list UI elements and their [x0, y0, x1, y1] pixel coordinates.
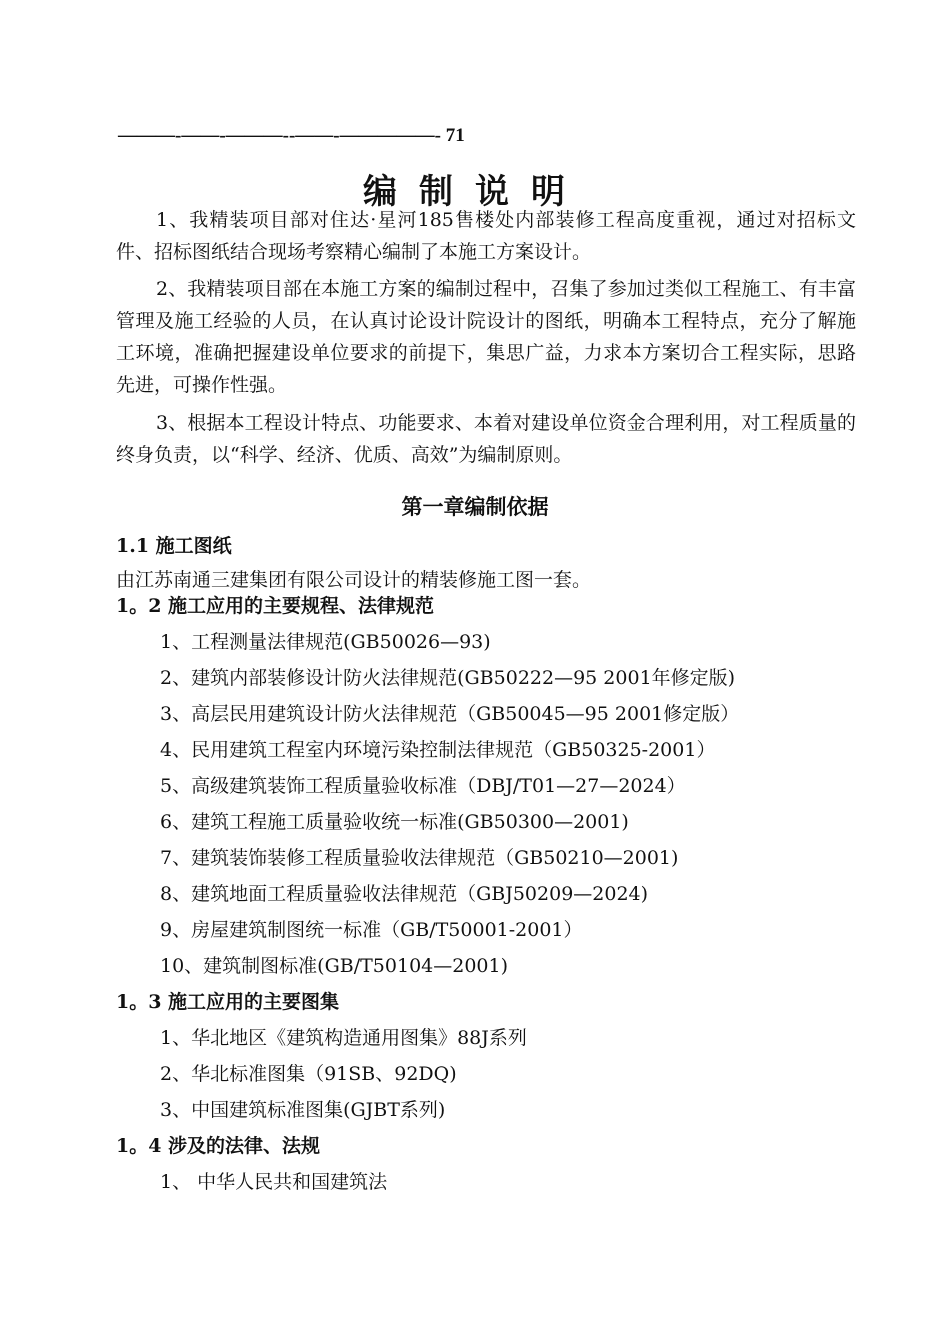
section-heading-1-3: 1。3 施工应用的主要图集 [116, 991, 340, 1013]
list-item: 2、华北标准图集（91SB、92DQ) [160, 1063, 457, 1085]
list-item: 10、建筑制图标准(GB/T50104—2001) [160, 955, 509, 977]
section-heading-1-2: 1。2 施工应用的主要规程、法律规范 [116, 595, 435, 617]
list-item: 3、中国建筑标准图集(GJBT系列) [160, 1099, 446, 1121]
list-item: 9、房屋建筑制图统一标准（GB/T50001-2001） [160, 919, 583, 941]
chapter-title: 第一章编制依据 [401, 494, 549, 519]
list-item: 1、华北地区《建筑构造通用图集》88J系列 [160, 1027, 527, 1049]
list-item: 6、建筑工程施工质量验收统一标准(GB50300—2001) [160, 811, 629, 833]
section-heading-1-4: 1。4 涉及的法律、法规 [116, 1135, 321, 1157]
list-item: 1、工程测量法律规范(GB50026—93) [160, 631, 491, 653]
section-heading-1-1: 1.1 施工图纸 [116, 535, 232, 557]
intro-paragraph-3: 3、根据本工程设计特点、功能要求、本着对建设单位资金合理利用，对工程质量的终身负责，以“科学、经济、优质、高效”为编制原则。 [116, 412, 856, 466]
intro-paragraph-1: 1、我精装项目部对住达·星河185售楼处内部装修工程高度重视，通过对招标文件、招标图纸结合现场考察精心编制了本施工方案设计。 [116, 209, 856, 263]
list-item: 5、高级建筑装饰工程质量验收标准（DBJ/T01—27—2024） [160, 775, 686, 797]
page-header-line: ———-——-———--——-—————- 71 [118, 125, 465, 146]
list-item: 1、 中华人民共和国建筑法 [160, 1171, 388, 1193]
list-item: 3、高层民用建筑设计防火法律规范（GB50045—95 2001修定版） [160, 703, 740, 725]
list-item: 8、建筑地面工程质量验收法律规范（GBJ50209—2024) [160, 883, 649, 905]
section-1-1-text: 由江苏南通三建集团有限公司设计的精装修施工图一套。 [116, 569, 592, 591]
intro-paragraph-2: 2、我精装项目部在本施工方案的编制过程中，召集了参加过类似工程施工、有丰富管理及施工经验的人员，在认真讨论设计院设计的图纸，明确本工程特点，充分了解施工环境，准确把握建设单位要求的前提下，集思广益，力求本方案切合工程实际，思路先进，可操作性强。 [116, 278, 856, 396]
list-item: 2、建筑内部装修设计防火法律规范(GB50222—95 2001年修定版) [160, 667, 736, 689]
list-item: 4、民用建筑工程室内环境污染控制法律规范（GB50325-2001） [160, 739, 716, 761]
list-item: 7、建筑装饰装修工程质量验收法律规范（GB50210—2001) [160, 847, 679, 869]
document-title: 编制说明 [363, 172, 587, 212]
